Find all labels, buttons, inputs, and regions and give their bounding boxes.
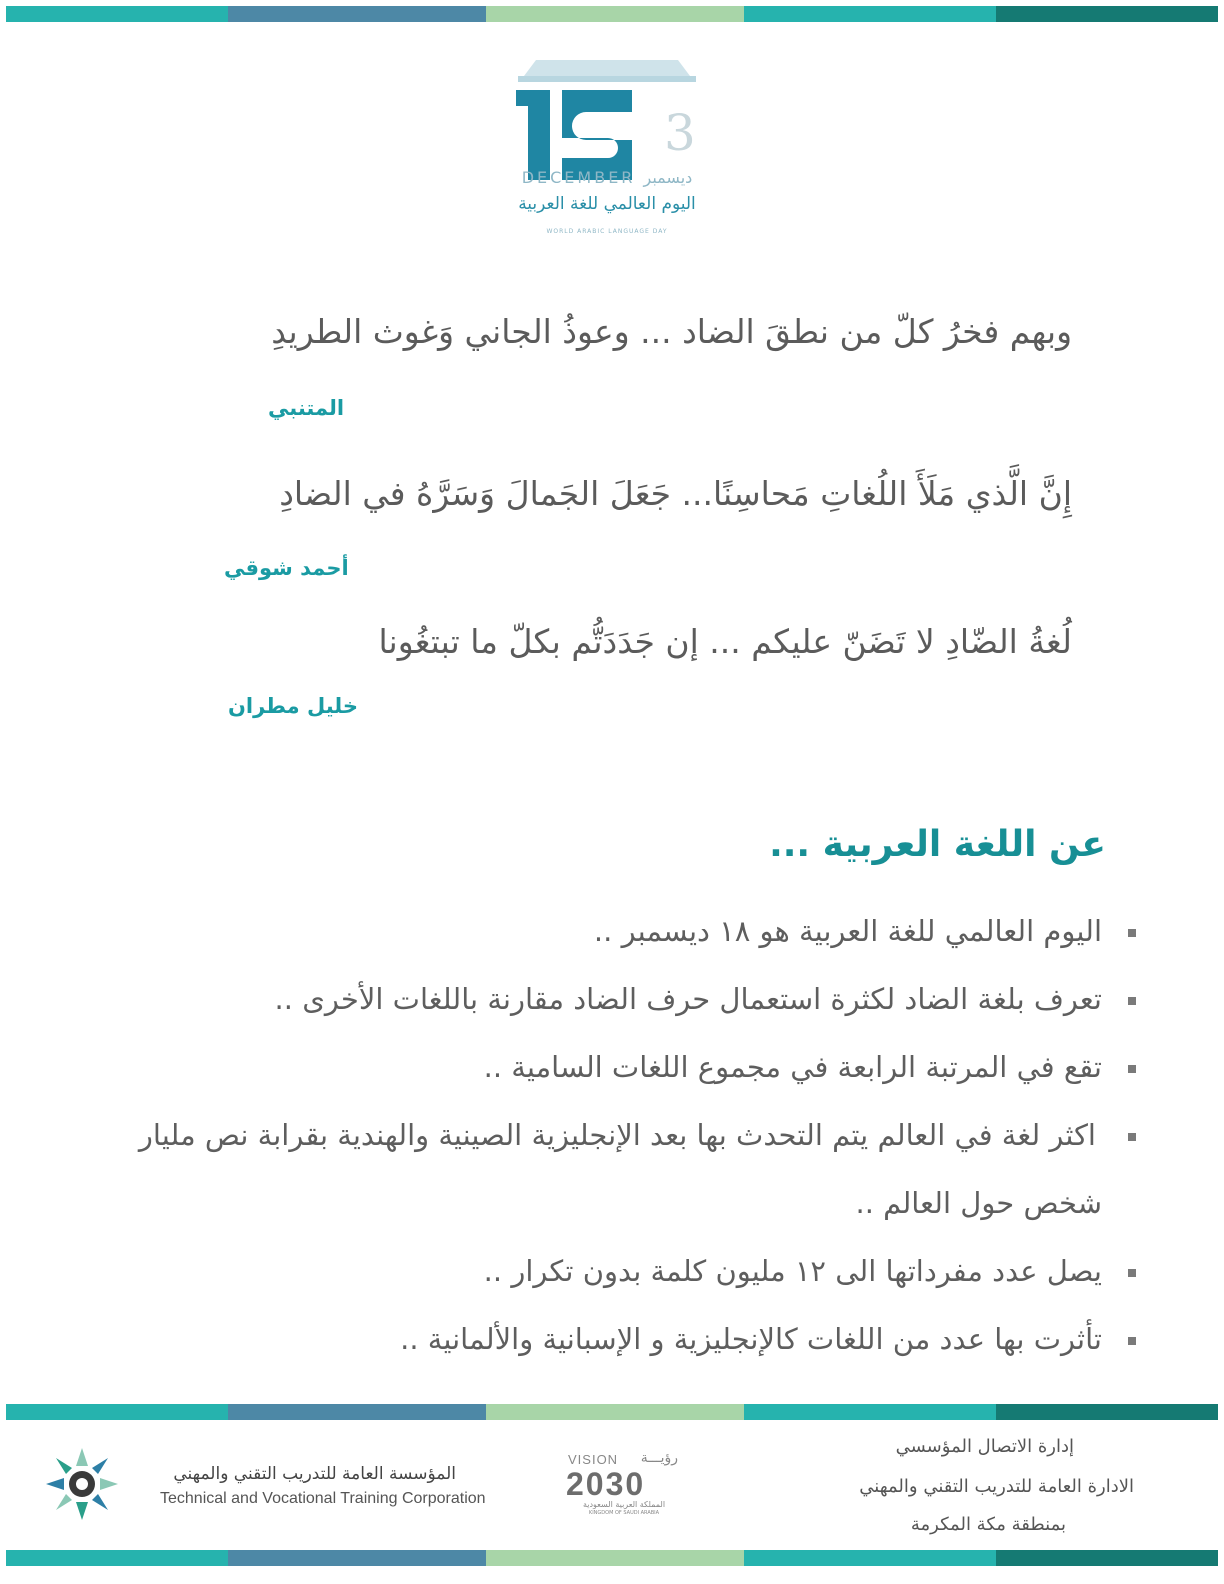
tvtc-emblem-icon xyxy=(42,1444,122,1524)
department-block xyxy=(794,1436,1134,1536)
svg-text:3: 3 xyxy=(664,104,696,162)
section-title: عن اللغة العربية ... xyxy=(769,824,1106,865)
verse-1: وبهم فخرُ كلّ من نطقَ الضاد ... وعوذُ الجاني وَغوث الطريدِ xyxy=(271,312,1072,351)
bullet-marker-icon xyxy=(1128,929,1136,937)
dept-line-2: الادارة العامة للتدريب التقني والمهني xyxy=(859,1476,1134,1497)
arabic-language-day-logo xyxy=(514,50,700,245)
bullet-marker-icon xyxy=(1128,1133,1136,1141)
bullet-marker-icon xyxy=(1128,1337,1136,1345)
footer-top-stripe xyxy=(6,1404,1218,1420)
logo-english-title: WORLD ARABIC LANGUAGE DAY xyxy=(546,228,668,235)
vision-2030-logo: VISION رؤيـــة 2030 المملكة العربية السعودية KINGDOM OF SAUDI ARABIA xyxy=(566,1450,678,1516)
verse-2: إِنَّ الَّذي مَلَأَ اللُغاتِ مَحاسِنًا... جَعَلَ الجَمالَ وَسَرَّهُ في الضادِ xyxy=(279,474,1072,513)
bullet-marker-icon xyxy=(1128,1065,1136,1073)
dept-line-3: بمنطقة مكة المكرمة xyxy=(910,1514,1066,1535)
poet-1: المتنبي xyxy=(268,396,345,420)
bullet-marker-icon xyxy=(1128,997,1136,1005)
bullet-marker-icon xyxy=(1128,1269,1136,1277)
tvtc-name-english: Technical and Vocational Training Corporation xyxy=(160,1490,486,1507)
dept-line-1: إدارة الاتصال المؤسسي xyxy=(895,1436,1074,1457)
verse-3: لُغةُ الضّادِ لا تَضَنّ عليكم ... إن جَدَدَتُّم بكلّ ما تبتغُونا xyxy=(378,622,1072,661)
logo-arabic-title: اليوم العالمي للغة العربية xyxy=(518,194,696,214)
poet-2: أحمد شوقي xyxy=(224,556,349,580)
tvtc-name-arabic: المؤسسة العامة للتدريب التقني والمهني xyxy=(173,1464,456,1484)
logo-month: DECEMBER ديسمبر xyxy=(521,168,693,187)
top-color-stripe xyxy=(6,6,1218,22)
poet-3: خليل مطران xyxy=(228,694,358,718)
footer-bottom-stripe xyxy=(6,1550,1218,1566)
